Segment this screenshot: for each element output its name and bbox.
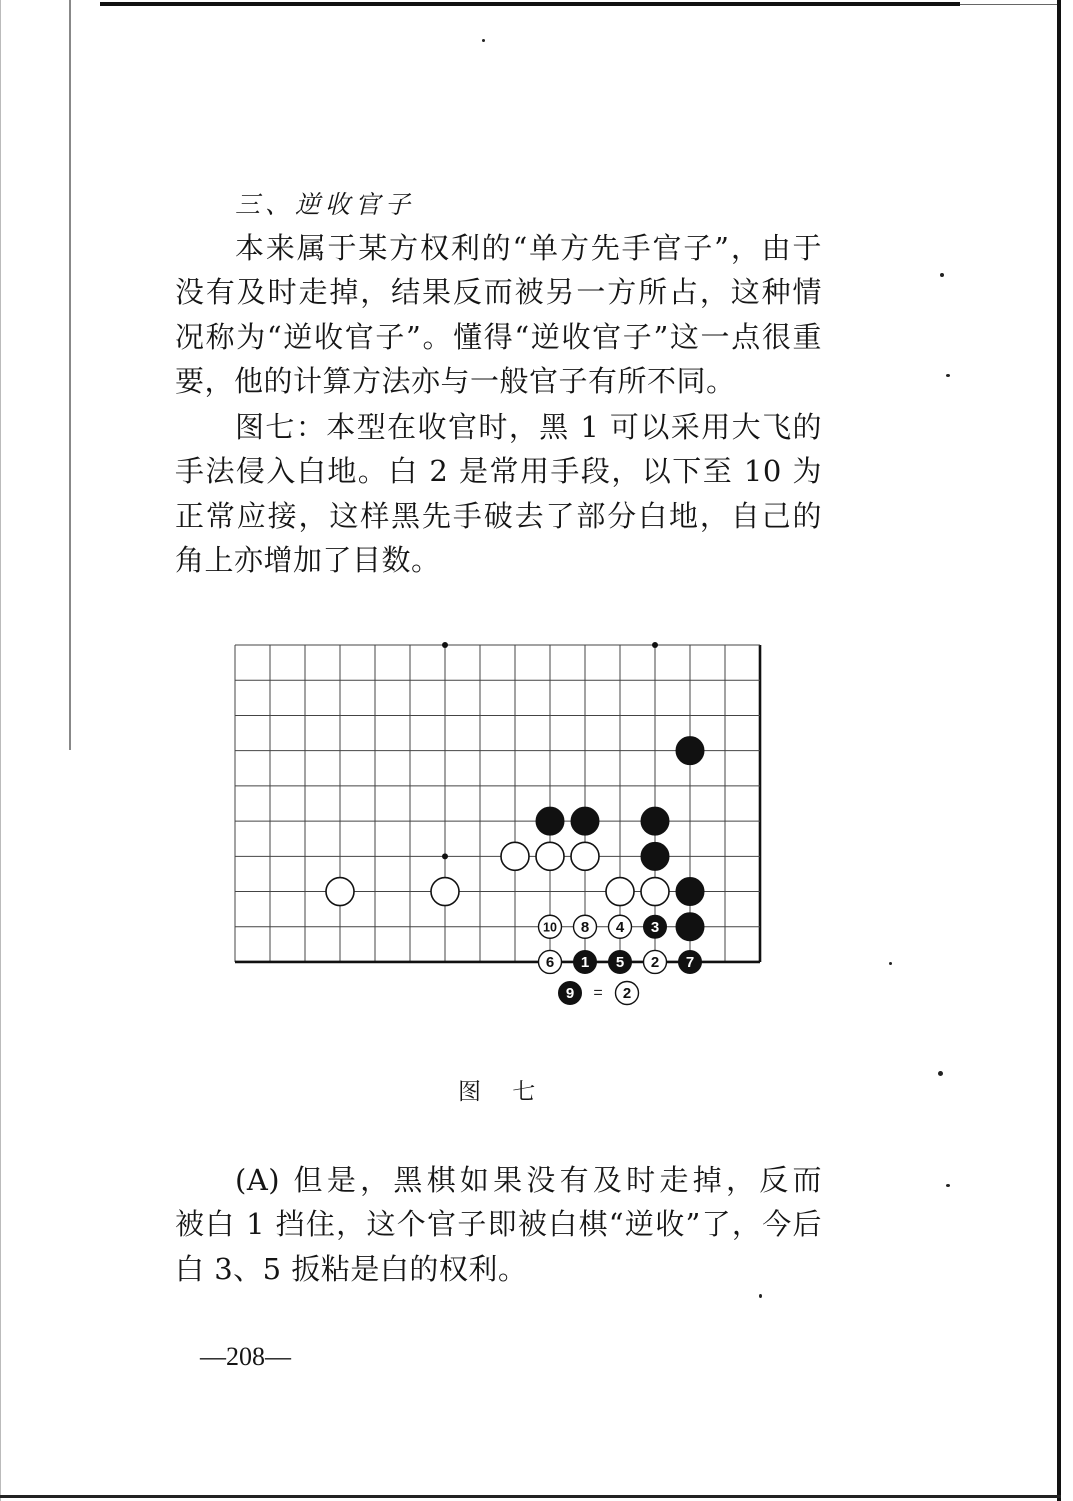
white-stone bbox=[571, 842, 599, 870]
move-number-label: 2 bbox=[622, 985, 632, 1002]
paragraph-variation-a bbox=[175, 1158, 822, 1291]
white-stone bbox=[536, 842, 564, 870]
scan-speck bbox=[940, 273, 944, 277]
white-stone bbox=[606, 878, 634, 906]
move-4-white-stone bbox=[609, 915, 632, 938]
text-line: 白 3、5 扳粘是白的权利。 bbox=[175, 1251, 528, 1286]
text-line: (A) 但是，黑棋如果没有及时走掉，反而 bbox=[235, 1163, 822, 1197]
text-line: 手法侵入白地。白 2 是常用手段，以下至 10 为 bbox=[175, 454, 822, 489]
figure-caption: 图 七 bbox=[458, 1079, 548, 1105]
star-point bbox=[442, 642, 448, 648]
section-heading: 三、逆收官子 bbox=[235, 190, 416, 219]
black-stone bbox=[536, 807, 564, 835]
note-white-stone bbox=[616, 982, 639, 1005]
white-stone bbox=[501, 842, 529, 870]
move-8-white-stone bbox=[574, 915, 597, 938]
move-number-label: 3 bbox=[650, 918, 660, 936]
white-stone bbox=[431, 878, 459, 906]
black-stone bbox=[641, 807, 669, 835]
move-6-white-stone bbox=[539, 950, 562, 973]
scan-bottom-border bbox=[0, 1495, 1061, 1498]
move-7-black-stone bbox=[679, 950, 702, 973]
scan-speck bbox=[938, 1071, 943, 1076]
note-separator: = bbox=[593, 984, 603, 1002]
move-number-label: 7 bbox=[685, 953, 695, 971]
move-number-label: 9 bbox=[565, 985, 575, 1002]
white-stone bbox=[326, 878, 354, 906]
scan-speck bbox=[759, 1294, 762, 1298]
text-line: 本来属于某方权利的“单方先手官子”，由于 bbox=[235, 231, 822, 265]
scan-left-fold-line bbox=[69, 0, 71, 750]
board-grid bbox=[235, 645, 760, 962]
text-line: 正常应接，这样黑先手破去了部分白地，自己的 bbox=[175, 498, 822, 533]
page-number: —208— bbox=[200, 1342, 291, 1371]
scan-top-border bbox=[100, 2, 960, 6]
move-number-label: 8 bbox=[580, 918, 590, 936]
text-line: 图七：本型在收官时，黑 1 可以采用大飞的 bbox=[235, 410, 822, 444]
text-line: 况称为“逆收官子”。懂得“逆收官子”这一点很重 bbox=[175, 319, 822, 354]
paragraph-figure-explanation bbox=[175, 405, 822, 582]
scan-left-edge bbox=[0, 0, 1, 1501]
move-10-white-stone bbox=[539, 915, 562, 938]
white-stone bbox=[641, 878, 669, 906]
black-stone bbox=[676, 737, 704, 765]
scan-right-border bbox=[1057, 0, 1061, 1501]
text-line: 要，他的计算方法亦与一般官子有所不同。 bbox=[175, 363, 736, 398]
star-point bbox=[652, 642, 658, 648]
black-stone bbox=[571, 807, 599, 835]
move-number-label: 1 bbox=[580, 953, 590, 971]
text-line: 角上亦增加了目数。 bbox=[175, 542, 441, 577]
move-number-label: 2 bbox=[650, 953, 660, 971]
move-2-white-stone bbox=[644, 950, 667, 973]
scan-speck bbox=[482, 39, 485, 42]
black-stone bbox=[676, 913, 704, 941]
move-5-black-stone bbox=[609, 950, 632, 973]
move-3-black-stone bbox=[644, 915, 667, 938]
note-black-stone bbox=[559, 982, 582, 1005]
move-number-label: 10 bbox=[543, 920, 557, 935]
scan-speck bbox=[889, 962, 892, 965]
black-stone bbox=[641, 842, 669, 870]
star-point bbox=[442, 853, 448, 859]
scan-speck bbox=[946, 1184, 950, 1187]
move-1-black-stone bbox=[574, 950, 597, 973]
scan-top-border-thin bbox=[960, 4, 1057, 5]
move-number-label: 5 bbox=[615, 953, 625, 971]
text-line: 被白 1 挡住，这个官子即被白棋“逆收”了，今后 bbox=[175, 1207, 822, 1242]
black-stone bbox=[676, 878, 704, 906]
paragraph-intro bbox=[175, 226, 822, 403]
go-board-diagram bbox=[220, 630, 780, 1020]
text-line: 没有及时走掉，结果反而被另一方所占，这种情 bbox=[175, 275, 822, 310]
move-number-label: 6 bbox=[545, 953, 555, 971]
scan-speck bbox=[946, 374, 950, 377]
move-number-label: 4 bbox=[615, 918, 625, 936]
